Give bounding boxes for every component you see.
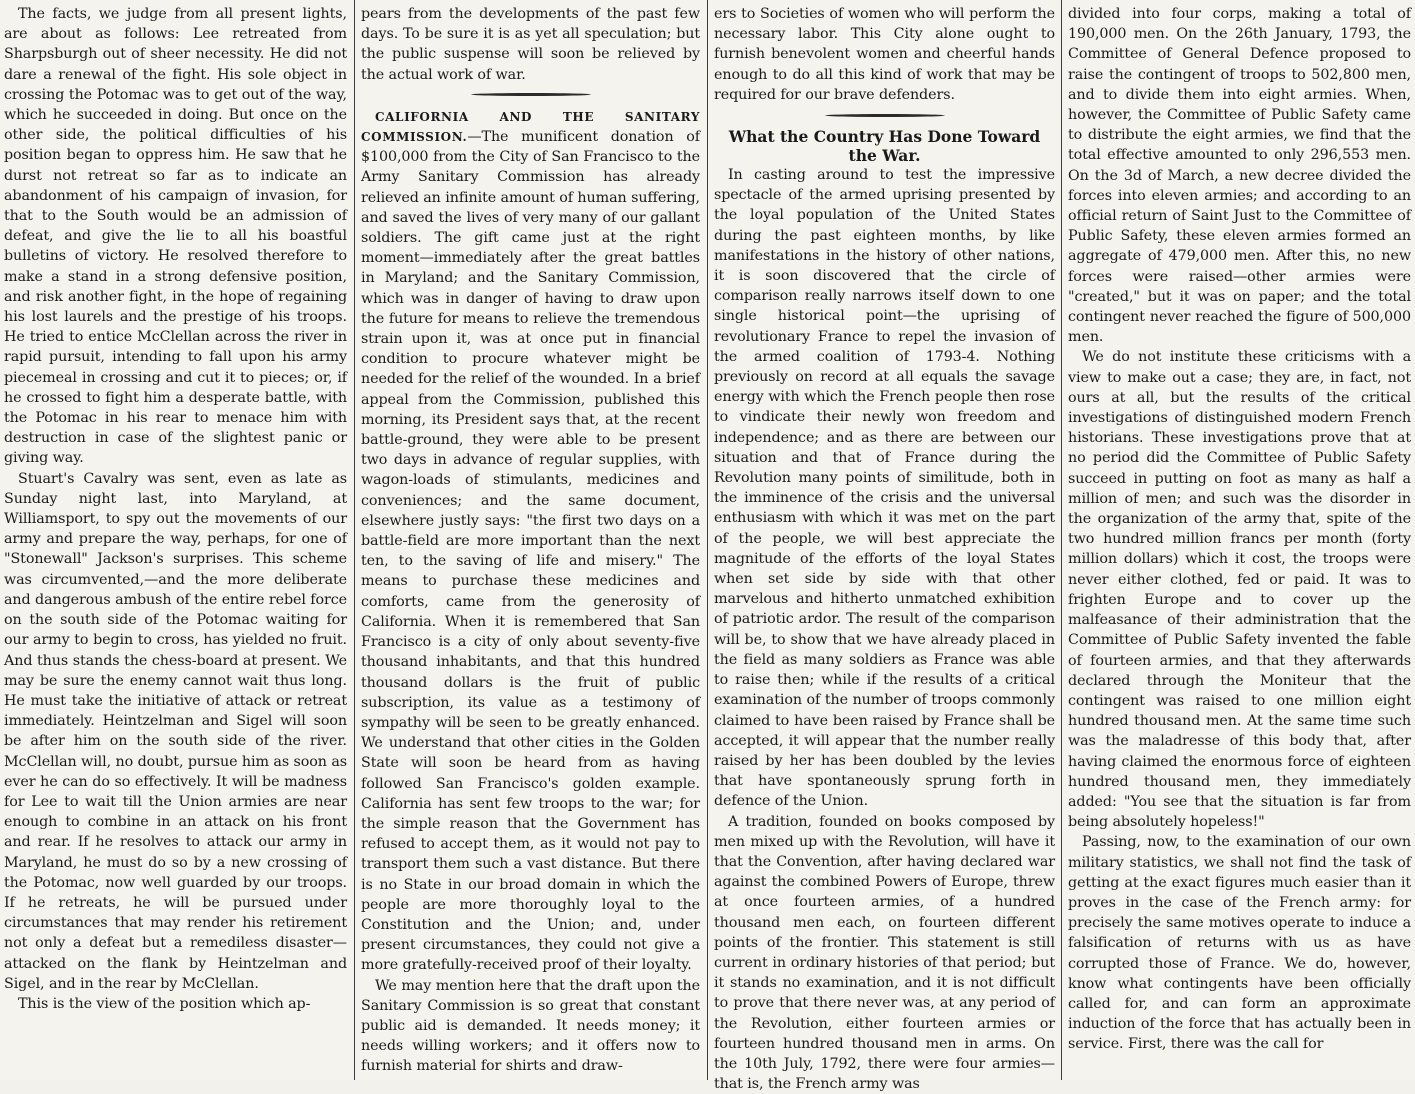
paragraph-text: ers to Societies of women who will perform the necessary labor. This City alone ought to furnish benevolent women and cheerful hands enough to do all this kind of work that may be required for our brave defenders. [714,6,1055,103]
article-paragraph [714,812,1055,1094]
column-rule [1061,0,1062,1080]
article-paragraph [1068,832,1411,1054]
column-3 [710,4,1059,1093]
column-rule [707,0,708,1080]
section-separator [361,89,700,101]
paragraph-text: The facts, we judge from all present lights, are about as follows: Lee retreated from Sharpsburgh out of sheer necessity. He did not dare a renewal of the fight. His sole object in crossing the Potomac was to get out of the way, which he succeeded in doing. But once on the other side, the political difficulties of his position began to oppress him. He saw that he durst not retreat so far as to indicate an abandonment of his campaign of invasion, for that to the South would be an admission of defeat, and give the lie to all his boastful bulletins of victory. He resolved therefore to make a stand in a strong defensive position, and risk another fight, in the hope of regaining his lost laurels and the prestige of his troops. He tried to entice McClellan across the river in rapid pursuit, intending to fall upon his army piecemeal in crossing and cut it to pieces; or, if he crossed to fight him a desperate battle, with the Potomac in his rear to menace him with destruction in case of the slightest panic or giving way. [4,6,347,467]
paragraph-text: Stuart's Cavalry was sent, even as late as Sunday night last, into Maryland, at Williamsport, to spy out the movements of our army and prepare the way, perhaps, for one of "Stonewall" Jackson's surprises. This scheme was circumvented,—and the more deliberate and dangerous ambush of the entire rebel force on the south side of the Potomac waiting for our army to begin to cross, has yielded no fruit. And thus stands the chess-board at present. We may be sure the enemy cannot wait thus long. He must take the initiative of attack or retreat immediately. Heintzelman and Sigel will soon be after him on the south side of the river. McClellan will, no doubt, pursue him as soon as ever he can do so effectively. It will be madness for Lee to wait till the Union armies are near enough to combine in an attack on his front and rear. If he resolves to attack our army in Maryland, he must do so by a new crossing of the Potomac, now well guarded by our troops. If he retreats, he will be pursued under circumstances that may render his retirement not only a defeat but a remediless disaster—attacked on the flank by Heintzelman and Sigel, and in the rear by McClellan. [4,470,347,992]
paragraph-text: —The munificent donation of $100,000 from the City of San Francisco to the Army Sanitary Commission has already relieved an infinite amount of human suffering, and saved the lives of very many of our gallant soldiers. The gift came just at the right moment—immediately after the great battles in Maryland; and the Sanitary Commission, which was in danger of having to draw upon the future for means to relieve the tremendous strain upon it, was at once put in financial condition to procure whatever might be needed for the relief of the wounded. In a brief appeal from the Commission, published this morning, its President says that, at the recent battle-ground, they were able to be present two days in advance of regular supplies, with wagon-loads of stimulants, medicines and conveniences; and the same document, elsewhere justly says: "the first two days on a battle-field are more important than the next ten, to the saving of life and misery." The means to purchase these medicines and comforts, came from the generosity of California. When it is remembered that San Francisco is a city of only about seventy-five thousand inhabitants, and that this hundred thousand dollars is the fruit of public subscription, its value as a testimony of sympathy will be seen to be greatly enhanced. We understand that other cities in the Golden State will soon be heard from as having followed San Francisco's golden example. California has sent few troops to the war; for the simple reason that the Government has refused to accept them, as it would not pay to transport them such a vast distance. But there is no State in our broad domain in which the people are more thoroughly loyal to the Constitution and the Union; and, under present circumstances, they could not give a more gratefully-received proof of their loyalty. [361,129,700,974]
column-4 [1064,4,1415,1080]
article-paragraph [4,994,347,1014]
column-1 [0,4,351,1080]
paragraph-text: We do not institute these criticisms with a view to make out a case; they are, in fact, not ours at all, but the results of the critical investigations of distinguished modern French historians. These investigations prove that at no period did the Committee of Public Safety succeed in putting on foot as many as half a million of men; and such was the disorder in the organization of the army that, spite of the two hundred million francs per month (forty million dollars) which it cost, the troops were never either clothed, fed or paid. It was to frighten Europe and to cover up the malfeasance of their administration that the Committee of Public Safety invented the fable of fourteen armies, and that they afterwards declared through the Moniteur that the contingent was raised to one million eight hundred thousand men. At the same time such was the maladresse of this body that, after having claimed the enormous force of eighteen hundred thousand men, they immediately added: "You see that the situation is far from being absolutely hopeless!" [1068,349,1411,831]
paragraph-text: We may mention here that the draft upon the Sanitary Commission is so great that constant public aid is demanded. It needs money; it needs willing workers; and it offers now to furnish material for shirts and draw- [361,977,700,1075]
paragraph-text: A tradition, founded on books composed by men mixed up with the Revolution, will have it that the Convention, after having declared war against the combined Powers of Europe, threw at once fourteen armies, of a hundred thousand men each, on fourteen different points of the frontier. This statement is still current in ordinary histories of that period; but it stands no examination, and it is not difficult to prove that there never was, at any period of the Revolution, either fourteen armies or fourteen hundred thousand men in arms. On the 10th July, 1792, there were four armies—that is, the French army was [714,813,1055,1093]
column-2 [357,4,704,1080]
article-paragraph [1068,347,1411,832]
paragraph-text: pears from the developments of the past few days. To be sure it is as yet all speculation; but the public suspense will soon be relieved by the actual work of war. [361,6,700,83]
paragraph-heading: CALIFORNIA AND THE SANITARY COMMISSION. [361,109,700,145]
paragraph-text: In casting around to test the impressive spectacle of the armed uprising presented by the loyal population of the United States during the past eighteen months, by like manifestations in the history of other nations, it is soon discovered that the circle of comparison really narrows itself down to one single historical point—the uprising of revolutionary France to repel the invasion of the armed coalition of 1793-4. Nothing previously on record at all equals the savage energy with which the French people then rose to vindicate their newly won freedom and independence; and as there are between our situation and that of France during the Revolution many points of similitude, both in the imminence of the crisis and the universal enthusiasm with which it was met on the part of the people, we will best appreciate the magnitude of the efforts of the loyal States when set side by side with that other marvelous and hitherto unmatched exhibition of patriotic ardor. The result of the comparison will be, to show that we have already placed in the field as many soldiers as France was able to raise then; while if the results of a critical examination of the number of troops commonly claimed to have been raised by France shall be accepted, it will appear that the number really raised by her has been doubled by the levies that have spontaneously sprung forth in defence of the Union. [714,167,1055,810]
paragraph-text: This is the view of the position which ap- [18,995,311,1012]
column-rule [354,0,355,1080]
article-paragraph [714,4,1055,105]
paragraph-text: Passing, now, to the examination of our own military statistics, we shall not find the task of getting at the exact figures much easier than it proves in the case of the French army: for precisely the same motives operate to induce a falsification of returns with us as have corrupted those of France. We do, however, know what contingents have been officially called for, and can form an approximate induction of the force that has actually been in service. First, there was the call for [1068,834,1411,1053]
article-paragraph [714,165,1055,812]
section-separator [714,109,1055,121]
article-paragraph [361,4,700,85]
article-paragraph [4,469,347,994]
article-paragraph [4,4,347,469]
paragraph-text: divided into four corps, making a total of 190,000 men. On the 26th January, 1793, the Committee of General Defence proposed to raise the contingent of troops to 502,800 men, and to divide them into eight armies. When, however, the Committee of Public Safety came to distribute the eight armies, we find that the total effective amounted to only 296,553 men. On the 3d of March, a new decree divided the forces into eleven armies; and according to an official return of Saint Just to the Committee of Public Safety, these eleven armies formed an aggregate of 479,000 men. After this, no new forces were raised—other armies were "created," but it was on paper; and the total contingent never reached the figure of 500,000 men. [1068,6,1411,346]
article-paragraph [361,107,700,976]
article-paragraph [1068,4,1411,347]
article-headline: What the Country Has Done Toward the War. [728,127,1041,166]
article-paragraph [361,976,700,1077]
